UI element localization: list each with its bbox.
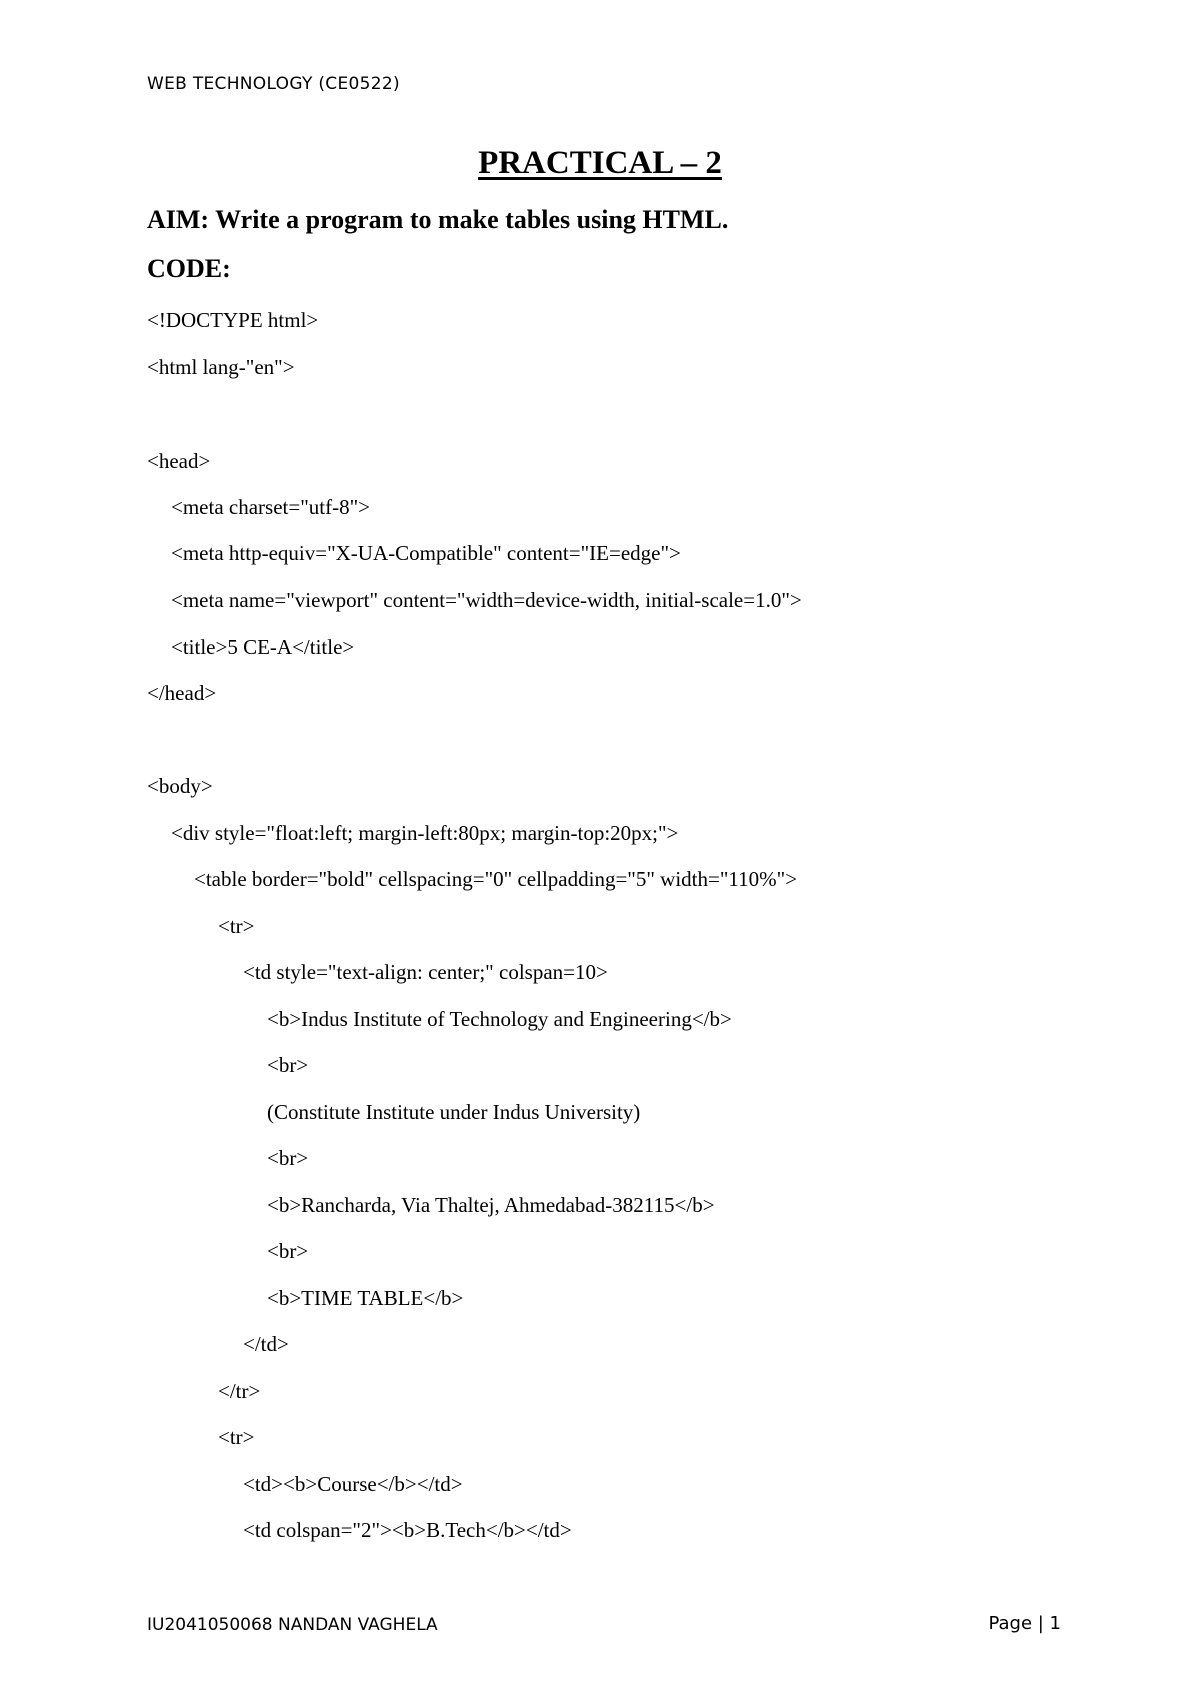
code-line: </td> [243,1332,289,1356]
aim-statement: AIM: Write a program to make tables using HTML. [147,205,729,234]
code-line: <tr> [218,1425,255,1449]
code-line: <title>5 CE-A</title> [171,635,355,659]
code-line: (Constitute Institute under Indus University) [267,1100,641,1124]
code-line: <br> [267,1146,309,1170]
code-line: <meta http-equiv="X-UA-Compatible" content="IE=edge"> [171,541,681,565]
page-header: WEB TECHNOLOGY (CE0522) [147,74,400,94]
code-line: <tr> [218,914,255,938]
code-line: <b>Rancharda, Via Thaltej, Ahmedabad-382115</b> [267,1193,715,1217]
code-line: <td><b>Course</b></td> [243,1472,463,1496]
code-line: <html lang-"en"> [147,355,295,379]
code-line: <td colspan="2"><b>B.Tech</b></td> [243,1518,572,1542]
code-line: <div style="float:left; margin-left:80px; margin-top:20px;"> [171,821,679,845]
code-heading: CODE: [147,254,231,283]
code-line: <br> [267,1053,309,1077]
code-line: </tr> [218,1379,261,1403]
code-line: <body> [147,774,213,798]
code-line: <br> [267,1239,309,1263]
code-line: <!DOCTYPE html> [147,308,319,332]
code-line: <b>Indus Institute of Technology and Engineering</b> [267,1007,732,1031]
code-line: <td style="text-align: center;" colspan=10> [243,960,608,984]
practical-title: PRACTICAL – 2 [478,145,722,181]
code-line: <meta name="viewport" content="width=device-width, initial-scale=1.0"> [171,588,802,612]
footer-page-number: Page | 1 [988,1613,1061,1634]
code-line: </head> [147,681,217,705]
code-line: <head> [147,449,211,473]
code-line: <b>TIME TABLE</b> [267,1286,464,1310]
code-line: <meta charset="utf-8"> [171,495,371,519]
code-line: <table border="bold" cellspacing="0" cellpadding="5" width="110%"> [194,867,798,891]
footer-student-id: IU2041050068 NANDAN VAGHELA [147,1615,438,1635]
